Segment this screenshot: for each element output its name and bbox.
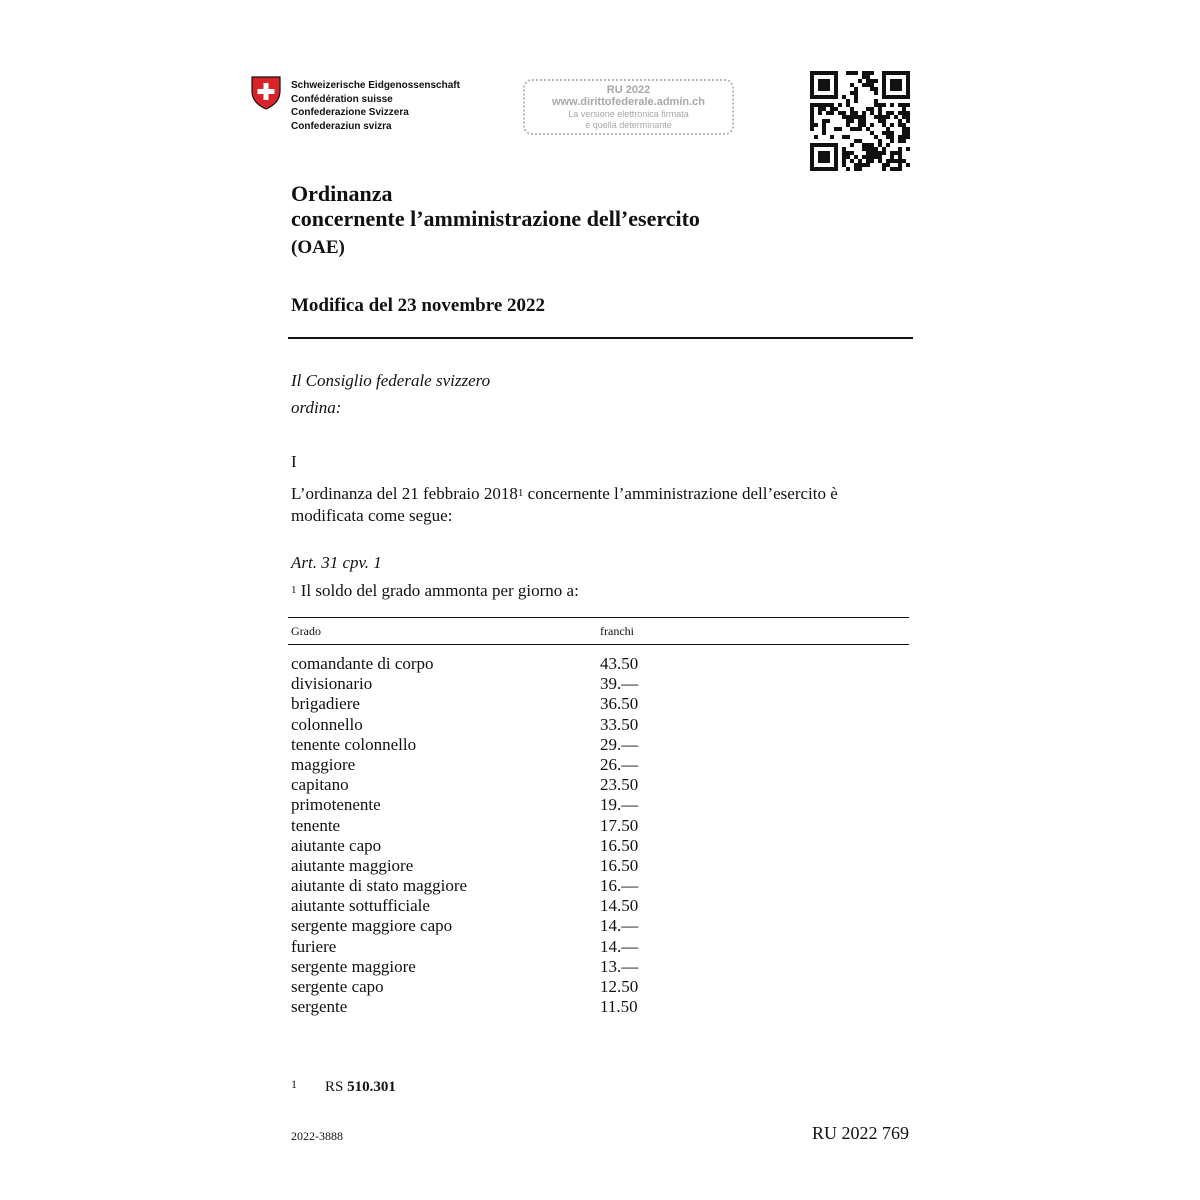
pay-cell: 43.50 [600,654,639,673]
table-top-rule [288,617,909,618]
pay-cell: 14.— [600,916,639,936]
pay-cell: 16.— [600,876,639,896]
intro-text-before: L’ordinanza del 21 febbraio 2018 [291,484,518,503]
confederation-name-de: Schweizerische Eidgenossenschaft [291,80,460,91]
section-number: I [291,452,297,471]
intro-paragraph [291,483,911,527]
pay-cell: 11.50 [600,997,638,1017]
footnote-ref[interactable]: 1 [517,487,524,499]
pay-cell: 16.50 [600,835,639,855]
grade-cell: colonnello [291,714,363,734]
table-row [291,816,691,836]
pay-cell: 26.— [600,754,639,774]
table-header-franchi: franchi [600,624,634,638]
stamp-collection: RU 2022 [606,84,651,96]
table-row [291,735,691,755]
article-paragraph [291,580,579,602]
qr-code-icon [810,71,910,171]
grade-cell: sergente maggiore capo [291,916,453,936]
grade-cell: aiutante sottufficiale [291,896,430,916]
pay-table-body [291,654,691,1017]
pay-cell: 14.50 [600,896,639,916]
table-row [291,654,691,674]
table-row [291,755,691,775]
table-header-grado: Grado [291,624,321,638]
grade-cell: tenente colonnello [291,734,417,754]
table-row [291,896,691,916]
stamp-note-2: è quella determinante [585,120,672,130]
article-heading: Art. 31 cpv. 1 [291,553,382,572]
grade-cell: furiere [291,936,337,956]
preamble-authority: Il Consiglio federale svizzero [291,371,491,390]
title-line-2: concernente l’amministrazione dell’esercito [291,206,700,231]
preamble-ordains: ordina: [291,398,342,417]
pay-cell: 29.— [600,734,639,754]
table-row [291,997,691,1017]
paragraph-text: Il soldo del grado ammonta per giorno a: [296,581,579,600]
grade-cell: comandante di corpo [291,654,434,673]
grade-cell: sergente capo [291,977,384,996]
grade-cell: tenente [291,815,341,835]
table-row [291,957,691,977]
grade-cell: aiutante capo [291,835,382,855]
preamble [291,367,490,421]
table-row [291,856,691,876]
confederation-name-rm: Confederaziun svizra [291,120,392,132]
confederation-names [291,79,460,133]
footnote-prefix: RS [325,1079,348,1095]
document-id: 2022-3888 [291,1129,343,1143]
table-row [291,977,691,997]
table-row [291,775,691,795]
pay-cell: 16.50 [600,855,639,875]
swiss-crest-icon [251,76,281,110]
grade-cell: brigadiere [291,694,360,714]
modification-date: Modifica del 23 novembre 2022 [291,295,546,316]
grade-cell: aiutante maggiore [291,855,414,875]
confederation-name-fr: Confédération suisse [291,93,393,105]
grade-cell: primotenente [291,795,381,815]
pay-cell: 12.50 [600,977,639,996]
pay-cell: 14.— [600,936,639,956]
grade-cell: capitano [291,775,349,795]
table-row [291,876,691,896]
table-row [291,694,691,714]
title-abbreviation: (OAE) [291,237,345,258]
pay-cell: 36.50 [600,694,639,714]
header-divider [288,337,913,339]
table-row [291,795,691,815]
pay-cell: 17.50 [600,815,639,835]
stamp-website: www.dirittofederale.admin.ch [551,96,705,108]
table-row [291,836,691,856]
pay-cell: 19.— [600,795,639,815]
footnote-number: 1 [291,1077,297,1091]
paragraph-number: 1 [291,584,297,596]
grade-cell: sergente [291,997,348,1017]
grade-cell: divisionario [291,674,373,694]
table-row [291,916,691,936]
footnote-text [325,1078,396,1096]
stamp-note-1: La versione elettronica firmata [568,109,689,119]
table-row [291,674,691,694]
confederation-name-it: Confederazione Svizzera [291,107,409,118]
pay-cell: 33.50 [600,714,639,734]
table-row [291,715,691,735]
grade-cell: aiutante di stato maggiore [291,876,468,896]
grade-cell: maggiore [291,754,356,774]
table-header-rule [288,644,909,645]
table-row [291,937,691,957]
pay-cell: 13.— [600,956,639,976]
official-publication-stamp [523,79,734,135]
page-reference: RU 2022 769 [811,1123,909,1143]
footnote-reference: 510.301 [347,1079,396,1095]
grade-cell: sergente maggiore [291,956,416,976]
intro-text-after: concernente l’amministrazione dell’esercito è modificata come segue: [291,484,838,525]
pay-cell: 39.— [600,674,639,694]
title-line-1: Ordinanza [291,181,393,206]
pay-cell: 23.50 [600,775,639,795]
document-title [291,181,700,231]
